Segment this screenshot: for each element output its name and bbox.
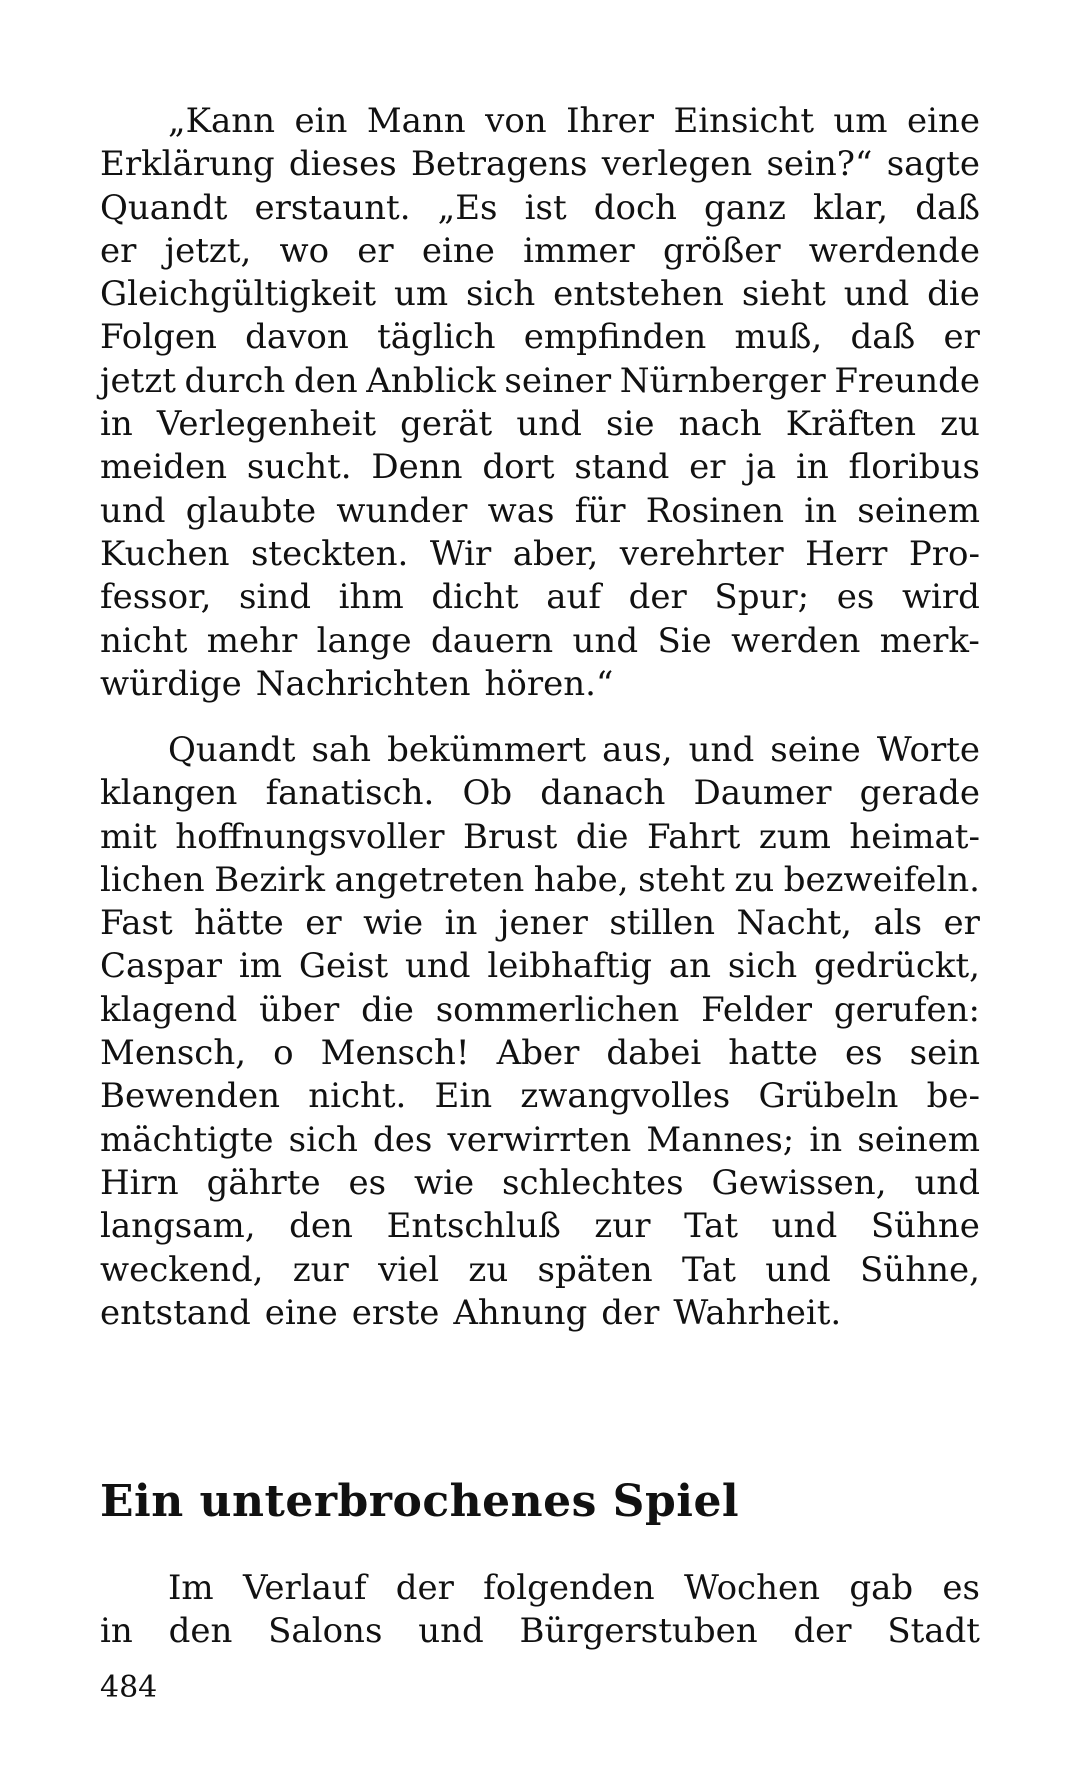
word: ein: [294, 101, 348, 141]
text-line: [100, 1119, 980, 1162]
word: zu: [734, 859, 775, 900]
word: meiden: [100, 447, 228, 488]
text-line: [100, 1249, 980, 1292]
paragraph-1: [100, 100, 980, 706]
word: Bürgerstuben: [519, 1611, 758, 1652]
word: in: [100, 404, 133, 445]
word: Ahnung: [453, 1292, 588, 1333]
word: sagte: [886, 144, 980, 185]
word: gerät: [400, 404, 493, 445]
word: gerufen:: [833, 989, 980, 1030]
word: auf: [546, 577, 601, 618]
word: die: [927, 274, 980, 315]
word: Nürnberger: [619, 360, 826, 401]
section-paragraph: [100, 1567, 980, 1654]
word: Wahrheit.: [673, 1292, 842, 1333]
word: an: [668, 946, 712, 987]
word: er: [100, 230, 137, 271]
text-line: [100, 620, 980, 663]
word: sommerlichen: [435, 989, 680, 1030]
word: jener: [498, 903, 588, 944]
word: dauern: [430, 620, 554, 661]
word: Sühne,: [860, 1249, 980, 1290]
word: er: [689, 447, 726, 488]
text-line: [100, 490, 980, 533]
word: es: [845, 1033, 883, 1074]
word: habe,: [533, 859, 629, 900]
word: Brust: [462, 816, 558, 857]
word: im: [238, 946, 282, 987]
word: Sie: [657, 620, 712, 661]
word: „Kann: [168, 101, 276, 141]
word: dieses: [288, 144, 397, 185]
word: über: [259, 989, 340, 1030]
word: in: [804, 490, 838, 531]
word: Daumer: [693, 773, 832, 814]
word: ganz: [704, 187, 786, 228]
text-line: [100, 533, 980, 576]
word: seine: [770, 730, 861, 770]
word: fanatisch.: [265, 773, 435, 814]
word: die: [575, 816, 629, 857]
paragraph-2: [100, 729, 980, 1335]
word: eine: [264, 1292, 338, 1333]
text-line: [100, 1162, 980, 1205]
word: es: [348, 1162, 387, 1203]
word: zur: [594, 1206, 651, 1247]
word: doch: [593, 187, 677, 228]
text-line: [100, 1075, 980, 1118]
word: Kuchen: [100, 533, 230, 574]
word: Freunde: [834, 360, 980, 401]
word: hätte: [194, 903, 284, 944]
word: fessor,: [100, 577, 212, 618]
word: klar,: [813, 187, 889, 228]
word: Im: [168, 1568, 214, 1608]
text-line: [100, 859, 980, 902]
word: die: [361, 989, 414, 1030]
word: langsam,: [100, 1206, 256, 1247]
word: heimat-: [849, 816, 980, 857]
word: gerade: [859, 773, 980, 814]
word: hören.“: [484, 663, 614, 704]
word: Verlegenheit: [156, 404, 377, 445]
word: steckten.: [250, 533, 409, 574]
word: jetzt: [100, 360, 176, 401]
word: hatte: [728, 1033, 818, 1074]
word: dort: [482, 447, 555, 488]
word: verlegen: [601, 144, 753, 185]
word: floribus: [848, 447, 980, 488]
word: in: [444, 903, 478, 944]
text-line: [100, 1205, 980, 1248]
word: steht: [638, 859, 725, 900]
word: und: [914, 1162, 980, 1203]
word: angetreten: [334, 859, 525, 900]
word: Geist: [298, 946, 389, 987]
word: Mensch!: [320, 1033, 470, 1074]
word: weckend,: [100, 1249, 264, 1290]
word: mehr: [206, 620, 298, 661]
text-line: [100, 403, 980, 446]
word: sein?“: [766, 144, 873, 185]
word: Entschluß: [386, 1206, 561, 1247]
word: ja: [745, 447, 777, 488]
word: Fahrt: [646, 816, 741, 857]
word: seiner: [504, 360, 612, 401]
text-line: [100, 273, 980, 316]
word: Tat: [684, 1206, 739, 1247]
word: dabei: [606, 1033, 702, 1074]
word: Anblick: [366, 360, 496, 401]
word: Kräften: [785, 404, 916, 445]
word: Bewenden: [100, 1076, 281, 1117]
word: Betragens: [410, 144, 588, 185]
word: hoffnungsvoller: [175, 816, 445, 857]
word: bekümmert: [387, 730, 587, 770]
word: klangen: [100, 773, 238, 814]
word: gab: [849, 1568, 914, 1608]
word: viel: [378, 1249, 440, 1290]
word: Hirn: [100, 1162, 179, 1203]
word: den: [168, 1611, 233, 1652]
word: täglich: [377, 317, 496, 358]
word: Ob: [462, 773, 513, 814]
word: immer: [523, 230, 635, 271]
word: empfinden: [523, 317, 707, 358]
word: er: [943, 317, 980, 358]
word: zu: [940, 404, 980, 445]
page-number: 484: [100, 1670, 158, 1705]
word: wie: [414, 1162, 475, 1203]
word: jetzt,: [164, 230, 252, 271]
word: Wir: [429, 533, 492, 574]
word: merk-: [879, 620, 980, 661]
word: Gewissen,: [711, 1162, 887, 1203]
word: Erklärung: [100, 144, 275, 185]
word: mit: [100, 816, 157, 857]
word: Stadt: [887, 1611, 980, 1652]
word: o: [273, 1033, 294, 1074]
word: daß: [850, 317, 916, 358]
word: Einsicht: [673, 101, 814, 141]
word: eine: [906, 101, 980, 141]
word: Verlauf: [242, 1568, 367, 1608]
word: sich: [727, 946, 798, 987]
word: stillen: [609, 903, 716, 944]
word: Ihrer: [566, 101, 655, 141]
word: in: [795, 447, 829, 488]
word: sich: [465, 274, 536, 315]
word: und: [843, 274, 910, 315]
word: lichen: [100, 859, 205, 900]
word: seinem: [857, 1119, 980, 1160]
word: Sühne: [870, 1206, 980, 1247]
word: davon: [245, 317, 349, 358]
word: und: [418, 1611, 484, 1652]
word: von: [485, 101, 547, 141]
text-line: [100, 1292, 980, 1335]
word: eine: [421, 230, 495, 271]
word: des: [373, 1119, 433, 1160]
word: Worte: [876, 730, 980, 770]
word: den: [289, 1206, 353, 1247]
word: Nacht,: [736, 903, 852, 944]
word: und: [771, 1206, 838, 1247]
text-line: [100, 446, 980, 489]
word: in: [100, 1611, 133, 1652]
word: Rosinen: [645, 490, 785, 531]
word: stand: [574, 447, 670, 488]
word: und: [688, 730, 755, 770]
text-line: [100, 989, 980, 1032]
text-line: [100, 187, 980, 230]
word: sucht.: [246, 447, 352, 488]
word: gährte: [206, 1162, 321, 1203]
word: in: [809, 1119, 843, 1160]
word: werden: [731, 620, 861, 661]
word: und: [516, 404, 582, 445]
text-line: [100, 1567, 980, 1610]
text-line: [100, 143, 980, 186]
word: es: [942, 1568, 980, 1608]
word: Spur;: [714, 577, 810, 618]
word: er: [305, 903, 342, 944]
word: würdige: [100, 663, 242, 704]
word: Gleichgültigkeit: [100, 274, 377, 315]
word: klagend: [100, 989, 238, 1030]
word: Quandt: [100, 187, 228, 228]
word: Fast: [100, 903, 173, 944]
word: für: [574, 490, 626, 531]
word: sah: [311, 730, 372, 770]
word: Folgen: [100, 317, 217, 358]
text-line: [100, 230, 980, 273]
word: zwangvolles: [520, 1076, 731, 1117]
word: ist: [524, 187, 567, 228]
section-heading: Ein unterbrochenes Spiel: [100, 1476, 740, 1527]
text-line: [100, 316, 980, 359]
word: Grübeln: [758, 1076, 899, 1117]
text-line: [100, 1032, 980, 1075]
word: werdende: [808, 230, 980, 271]
word: sich: [288, 1119, 358, 1160]
text-line: [100, 1610, 980, 1653]
word: be-: [926, 1076, 980, 1117]
word: wunder: [336, 490, 468, 531]
word: dicht: [431, 577, 519, 618]
text-line: [100, 663, 980, 706]
word: mächtigte: [100, 1119, 274, 1160]
word: Aber: [496, 1033, 580, 1074]
word: erstaunt.: [254, 187, 411, 228]
word: was: [487, 490, 555, 531]
text-line: [100, 816, 980, 859]
word: Mann: [366, 101, 466, 141]
word: bezweifeln.: [783, 859, 980, 900]
word: Caspar: [100, 946, 223, 987]
word: Mensch,: [100, 1033, 247, 1074]
word: entstehen: [553, 274, 724, 315]
word: gedrückt,: [814, 946, 980, 987]
word: „Es: [437, 187, 498, 228]
word: Tat: [681, 1249, 736, 1290]
word: wird: [901, 577, 980, 618]
word: erste: [351, 1292, 440, 1333]
word: wie: [363, 903, 424, 944]
word: zu: [468, 1249, 509, 1290]
word: und: [100, 490, 166, 531]
word: schlechtes: [502, 1162, 684, 1203]
word: nicht: [100, 620, 188, 661]
word: der: [395, 1568, 454, 1608]
word: muß,: [734, 317, 823, 358]
word: um: [833, 101, 888, 141]
word: glaubte: [185, 490, 317, 531]
word: verwirrten: [447, 1119, 632, 1160]
word: zum: [758, 816, 831, 857]
word: Ein: [434, 1076, 493, 1117]
word: der: [628, 577, 687, 618]
text-line: [100, 772, 980, 815]
word: Pro-: [908, 533, 980, 574]
text-line: [100, 729, 980, 772]
word: er: [357, 230, 394, 271]
word: und: [404, 946, 471, 987]
word: der: [793, 1611, 852, 1652]
word: seinem: [857, 490, 980, 531]
word: sind: [239, 577, 312, 618]
word: Mannes;: [646, 1119, 795, 1160]
word: Denn: [371, 447, 463, 488]
word: er: [943, 903, 980, 944]
word: verehrter: [619, 533, 784, 574]
word: aber,: [512, 533, 599, 574]
word: und: [765, 1249, 831, 1290]
word: größer: [663, 230, 781, 271]
word: nicht.: [308, 1076, 407, 1117]
word: Quandt: [168, 730, 296, 770]
word: sieht: [741, 274, 826, 315]
text-line: [100, 902, 980, 945]
text-line: [100, 100, 980, 143]
word: sie: [606, 404, 655, 445]
word: der: [601, 1292, 660, 1333]
word: zur: [292, 1249, 349, 1290]
word: Wochen: [683, 1568, 821, 1608]
word: und: [572, 620, 639, 661]
word: Felder: [701, 989, 812, 1030]
word: sein: [909, 1033, 980, 1074]
word: Herr: [805, 533, 888, 574]
text-line: [100, 945, 980, 988]
word: den: [293, 360, 358, 401]
word: Bezirk: [214, 859, 325, 900]
word: durch: [184, 360, 286, 401]
word: Nachrichten: [255, 663, 471, 704]
word: späten: [537, 1249, 653, 1290]
word: wo: [279, 230, 330, 271]
word: nach: [678, 404, 762, 445]
text-line: [100, 360, 980, 403]
word: ihm: [338, 577, 404, 618]
word: danach: [540, 773, 666, 814]
word: als: [873, 903, 923, 944]
word: lange: [316, 620, 412, 661]
word: entstand: [100, 1292, 251, 1333]
word: leibhaftig: [487, 946, 653, 987]
word: um: [393, 274, 449, 315]
word: es: [836, 577, 875, 618]
word: Salons: [268, 1611, 383, 1652]
text-line: [100, 576, 980, 619]
word: aus,: [602, 730, 673, 770]
word: folgenden: [483, 1568, 655, 1608]
word: daß: [915, 187, 980, 228]
